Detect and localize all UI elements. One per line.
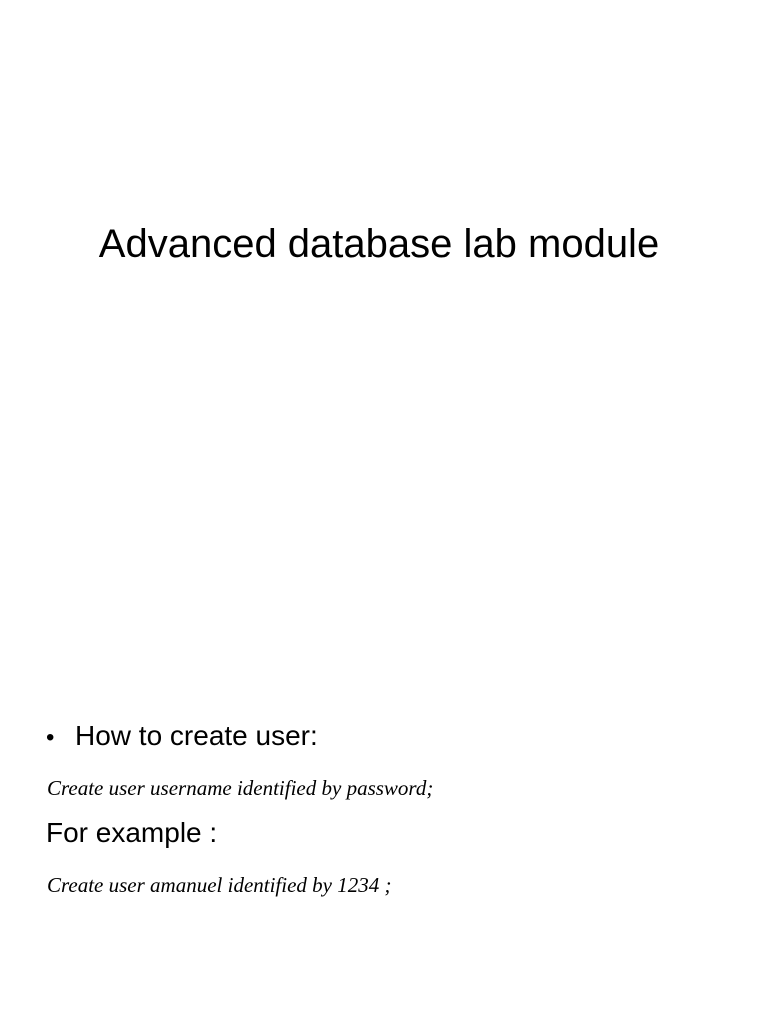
bullet-item <box>46 716 318 758</box>
bullet-text: How to create user: <box>75 720 318 751</box>
syntax-line: Create user username identified by password; <box>47 776 434 800</box>
example-heading: For example : <box>46 817 218 848</box>
example-line: Create user amanuel identified by 1234 ; <box>47 873 392 897</box>
bullet-icon: • <box>46 724 55 751</box>
page-title: Advanced database lab module <box>98 222 660 266</box>
